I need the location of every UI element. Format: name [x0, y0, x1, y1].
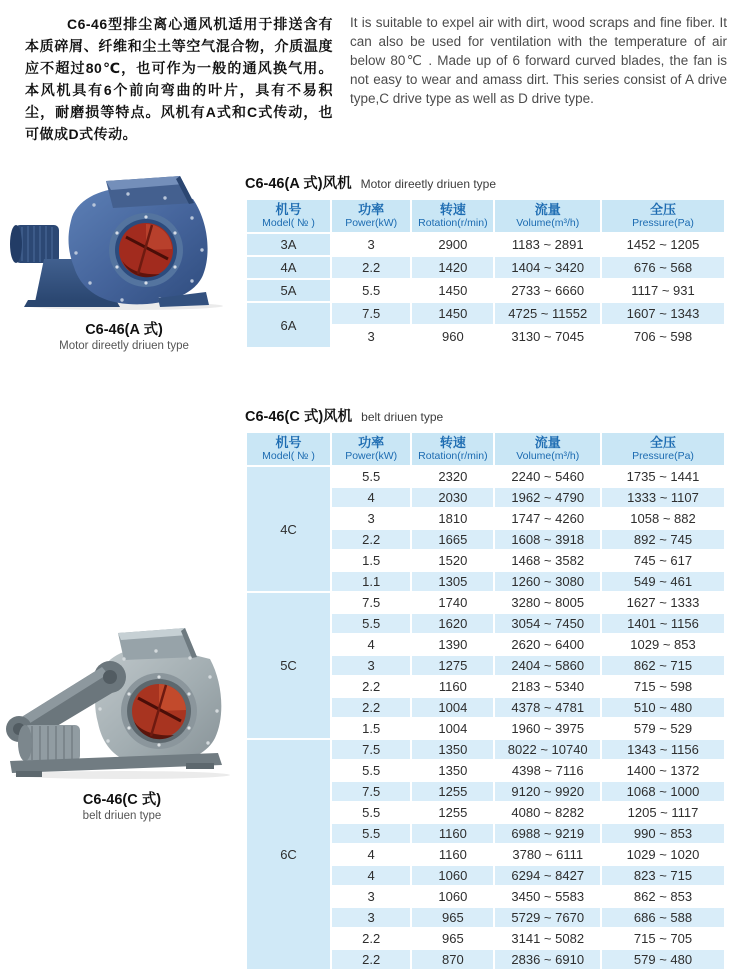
fan-a-caption-cn: C6-46(A 式) [85, 322, 163, 338]
intro-paragraph-cn: C6-46型排尘离心通风机适用于排送含有本质碎屑、纤维和尘土等空气混合物，介质温度应不超过80℃，也可作为一般的通风换气用。本风机具有6个前向弯曲的叶片，具有不易积尘，耐磨损等特点。风机有A式和C式传动，也可做成D式传动。 [25, 16, 333, 142]
table-header-cell: 转速 Rotation(r/min) [412, 200, 493, 232]
table-header-cell: 流量 Volume(m³/h) [495, 200, 600, 232]
inlet-impeller [121, 673, 197, 749]
section-title-a [245, 172, 726, 193]
table-header-cell: 机号 Model( № ) [247, 433, 330, 465]
data-cell: 1343 ~ 1156 [602, 740, 724, 759]
table-c-header-row [247, 433, 724, 465]
data-cell: 1004 [412, 698, 493, 717]
data-cell: 4725 ~ 11552 [495, 303, 600, 324]
data-cell: 7.5 [332, 740, 410, 759]
data-cell: 7.5 [332, 303, 410, 324]
data-cell: 2.2 [332, 929, 410, 948]
data-cell: 1068 ~ 1000 [602, 782, 724, 801]
table-row [247, 593, 724, 612]
data-cell: 3780 ~ 6111 [495, 845, 600, 864]
table-header-cell: 全压 Pressure(Pa) [602, 433, 724, 465]
data-cell: 8022 ~ 10740 [495, 740, 600, 759]
table-row [247, 740, 724, 759]
data-cell: 9120 ~ 9920 [495, 782, 600, 801]
data-cell: 1390 [412, 635, 493, 654]
data-cell: 3 [332, 509, 410, 528]
data-cell: 4 [332, 845, 410, 864]
data-cell: 5.5 [332, 614, 410, 633]
table-row [247, 467, 724, 486]
table-header-cell: 功率 Power(kW) [332, 200, 410, 232]
data-cell: 4080 ~ 8282 [495, 803, 600, 822]
data-cell: 2.2 [332, 530, 410, 549]
section-title-c-en: belt driuen type [361, 410, 444, 424]
data-cell: 7.5 [332, 782, 410, 801]
data-cell: 1627 ~ 1333 [602, 593, 724, 612]
data-cell: 1400 ~ 1372 [602, 761, 724, 780]
fan-a-caption-en: Motor direetly driuen type [59, 340, 189, 352]
data-cell: 2240 ~ 5460 [495, 467, 600, 486]
data-cell: 990 ~ 853 [602, 824, 724, 843]
data-cell: 2183 ~ 5340 [495, 677, 600, 696]
data-cell: 2404 ~ 5860 [495, 656, 600, 675]
data-cell: 862 ~ 853 [602, 887, 724, 906]
spec-table-a [245, 198, 726, 349]
model-cell: 6C [247, 740, 330, 969]
data-cell: 5.5 [332, 467, 410, 486]
data-cell: 3 [332, 656, 410, 675]
fan-a-image [10, 175, 238, 310]
table-header-cell: 机号 Model( № ) [247, 200, 330, 232]
data-cell: 715 ~ 705 [602, 929, 724, 948]
data-cell: 1305 [412, 572, 493, 591]
intro-section [0, 0, 740, 145]
data-cell: 1117 ~ 931 [602, 280, 724, 301]
model-cell: 5C [247, 593, 330, 738]
data-cell: 686 ~ 588 [602, 908, 724, 927]
data-cell: 1450 [412, 303, 493, 324]
data-cell: 2620 ~ 6400 [495, 635, 600, 654]
data-cell: 1404 ~ 3420 [495, 257, 600, 278]
data-cell: 2.2 [332, 950, 410, 969]
data-cell: 1608 ~ 3918 [495, 530, 600, 549]
data-cell: 3450 ~ 5583 [495, 887, 600, 906]
model-cell: 6A [247, 303, 330, 347]
data-cell: 1205 ~ 1117 [602, 803, 724, 822]
data-cell: 5729 ~ 7670 [495, 908, 600, 927]
motor [18, 725, 80, 761]
data-cell: 5.5 [332, 803, 410, 822]
data-cell: 892 ~ 745 [602, 530, 724, 549]
data-cell: 1452 ~ 1205 [602, 234, 724, 255]
data-cell: 2320 [412, 467, 493, 486]
data-cell: 1620 [412, 614, 493, 633]
table-header-cell: 功率 Power(kW) [332, 433, 410, 465]
fan-c-image [4, 625, 240, 780]
data-cell: 4378 ~ 4781 [495, 698, 600, 717]
data-cell: 6294 ~ 8427 [495, 866, 600, 885]
data-cell: 862 ~ 715 [602, 656, 724, 675]
inlet-impeller [109, 213, 183, 287]
main-content [0, 145, 740, 965]
data-cell: 1450 [412, 280, 493, 301]
data-cell: 2836 ~ 6910 [495, 950, 600, 969]
data-cell: 2733 ~ 6660 [495, 280, 600, 301]
data-cell: 3 [332, 887, 410, 906]
data-cell: 1420 [412, 257, 493, 278]
data-cell: 4 [332, 866, 410, 885]
data-cell: 960 [412, 326, 493, 347]
data-cell: 715 ~ 598 [602, 677, 724, 696]
table-header-cell: 转速 Rotation(r/min) [412, 433, 493, 465]
data-cell: 1029 ~ 853 [602, 635, 724, 654]
intro-paragraph-en: It is suitable to expel air with dirt, wood scraps and fine fiber. It can also be used for ventilation with the temperature of air below 80℃ . Made up of 6 forward curved blades, the fan is not easy to wear and amass dirt. This series consist of A drive type,C drive type as well as D drive type. [350, 15, 727, 106]
data-cell: 1004 [412, 719, 493, 738]
data-cell: 1060 [412, 887, 493, 906]
data-cell: 823 ~ 715 [602, 866, 724, 885]
data-cell: 3 [332, 326, 410, 347]
data-cell: 2900 [412, 234, 493, 255]
data-cell: 2.2 [332, 677, 410, 696]
data-cell: 1260 ~ 3080 [495, 572, 600, 591]
spec-table-c [245, 431, 726, 971]
data-cell: 1520 [412, 551, 493, 570]
data-cell: 965 [412, 908, 493, 927]
model-cell: 4C [247, 467, 330, 591]
data-cell: 1747 ~ 4260 [495, 509, 600, 528]
data-cell: 1058 ~ 882 [602, 509, 724, 528]
data-cell: 1665 [412, 530, 493, 549]
data-cell: 3141 ~ 5082 [495, 929, 600, 948]
data-cell: 1183 ~ 2891 [495, 234, 600, 255]
data-cell: 4 [332, 488, 410, 507]
data-cell: 1060 [412, 866, 493, 885]
table-row [247, 303, 724, 324]
table-row [247, 280, 724, 301]
data-cell: 1740 [412, 593, 493, 612]
fan-c-caption-cn: C6-46(C 式) [82, 792, 162, 808]
fan-c-caption-en: belt driuen type [82, 810, 162, 822]
model-cell: 3A [247, 234, 330, 255]
table-row [247, 257, 724, 278]
data-cell: 1401 ~ 1156 [602, 614, 724, 633]
section-title-c [245, 405, 726, 426]
data-cell: 3280 ~ 8005 [495, 593, 600, 612]
data-cell: 1.5 [332, 719, 410, 738]
table-header-cell: 流量 Volume(m³/h) [495, 433, 600, 465]
data-cell: 745 ~ 617 [602, 551, 724, 570]
data-cell: 1468 ~ 3582 [495, 551, 600, 570]
data-cell: 579 ~ 529 [602, 719, 724, 738]
data-cell: 4 [332, 635, 410, 654]
table-header-cell: 全压 Pressure(Pa) [602, 200, 724, 232]
data-cell: 706 ~ 598 [602, 326, 724, 347]
fan-c-figure [4, 625, 240, 822]
motor [10, 225, 59, 263]
data-cell: 3054 ~ 7450 [495, 614, 600, 633]
data-cell: 2.2 [332, 257, 410, 278]
data-cell: 5.5 [332, 761, 410, 780]
data-cell: 965 [412, 929, 493, 948]
model-cell: 5A [247, 280, 330, 301]
data-cell: 3 [332, 908, 410, 927]
data-cell: 579 ~ 480 [602, 950, 724, 969]
data-cell: 7.5 [332, 593, 410, 612]
data-cell: 1333 ~ 1107 [602, 488, 724, 507]
data-cell: 3130 ~ 7045 [495, 326, 600, 347]
data-cell: 3 [332, 234, 410, 255]
data-cell: 2030 [412, 488, 493, 507]
data-cell: 1962 ~ 4790 [495, 488, 600, 507]
table-a-header-row [247, 200, 724, 232]
data-cell: 1160 [412, 845, 493, 864]
data-cell: 1255 [412, 803, 493, 822]
fan-a-figure [10, 175, 238, 352]
data-cell: 1029 ~ 1020 [602, 845, 724, 864]
data-cell: 1810 [412, 509, 493, 528]
table-row [247, 234, 724, 255]
spec-section [245, 145, 726, 971]
data-cell: 1607 ~ 1343 [602, 303, 724, 324]
data-cell: 1.5 [332, 551, 410, 570]
data-cell: 2.2 [332, 698, 410, 717]
data-cell: 1735 ~ 1441 [602, 467, 724, 486]
data-cell: 6988 ~ 9219 [495, 824, 600, 843]
data-cell: 4398 ~ 7116 [495, 761, 600, 780]
data-cell: 1160 [412, 677, 493, 696]
data-cell: 870 [412, 950, 493, 969]
data-cell: 1.1 [332, 572, 410, 591]
data-cell: 1960 ~ 3975 [495, 719, 600, 738]
section-title-a-cn: C6-46(A 式)风机 [245, 176, 352, 192]
data-cell: 5.5 [332, 824, 410, 843]
data-cell: 1160 [412, 824, 493, 843]
data-cell: 5.5 [332, 280, 410, 301]
data-cell: 1255 [412, 782, 493, 801]
section-title-c-cn: C6-46(C 式)风机 [245, 409, 353, 425]
section-title-a-en: Motor direetly driuen type [360, 177, 497, 191]
data-cell: 549 ~ 461 [602, 572, 724, 591]
model-cell: 4A [247, 257, 330, 278]
data-cell: 510 ~ 480 [602, 698, 724, 717]
data-cell: 1350 [412, 761, 493, 780]
data-cell: 676 ~ 568 [602, 257, 724, 278]
data-cell: 1350 [412, 740, 493, 759]
data-cell: 1275 [412, 656, 493, 675]
